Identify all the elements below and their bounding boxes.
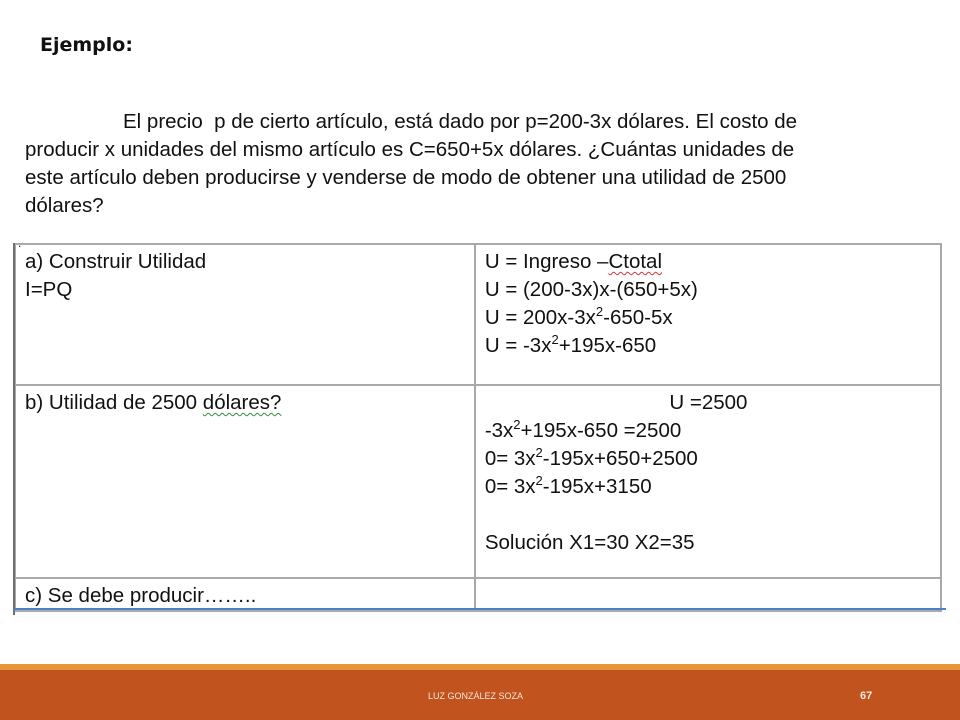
equation-line-2-post: +195x-650 =2500 — [520, 419, 682, 442]
problem-lead: El precio — [123, 110, 203, 133]
cell-b-right — [475, 385, 941, 578]
cell-c-left — [15, 578, 475, 611]
equation-line-4-post: -195x+3150 — [542, 475, 652, 498]
problem-statement — [25, 108, 935, 220]
equation-line-4-pre: 0= 3x — [484, 475, 536, 498]
equation-line-1: U =2500 — [669, 391, 748, 414]
exponent: 2 — [535, 445, 543, 461]
slide-footer — [0, 670, 960, 720]
utility-line-3 — [485, 304, 932, 332]
cell-b-left — [15, 385, 475, 578]
problem-line-2: producir x unidades del mismo artículo es C=650+5x dólares. ¿Cuántas unidades de — [25, 138, 795, 161]
stray-dot: . — [18, 236, 22, 250]
utility-line-4-pre: U = -3x — [484, 334, 552, 357]
exponent: 2 — [513, 417, 521, 433]
table-row-b — [15, 385, 941, 578]
problem-line-4: dólares? — [25, 194, 104, 217]
step-a-label: a) Construir Utilidad — [25, 250, 207, 273]
problem-line-3: este artículo deben producirse y venderse de modo de obtener una utilidad de 2500 — [25, 166, 787, 189]
slide-title: Ejemplo: — [40, 34, 133, 56]
page-number: 67 — [860, 690, 873, 702]
exponent: 2 — [595, 304, 604, 320]
exponent: 2 — [551, 332, 559, 348]
utility-line-1-text: U = Ingreso – — [484, 250, 609, 273]
utility-line-4 — [485, 332, 932, 360]
step-a-formula: I=PQ — [25, 278, 73, 301]
equation-line-2-pre: -3x — [484, 419, 514, 442]
footer-author: LUZ GONZÁLEZ SOZA — [428, 691, 524, 701]
equation-line-3 — [485, 445, 932, 473]
step-b-label-text: b) Utilidad de 2500 — [25, 391, 203, 414]
table-bottom-rule — [14, 608, 946, 610]
solution-line: Solución X1=30 X2=35 — [484, 531, 695, 554]
cell-a-right — [475, 244, 941, 385]
spellcheck-word-dolares: dólares? — [202, 391, 282, 414]
table-left-rule — [13, 243, 15, 615]
equation-line-3-pre: 0= 3x — [484, 447, 536, 470]
solution-table — [14, 243, 942, 612]
step-c-label: c) Se debe producir…….. — [25, 584, 257, 607]
utility-line-1 — [485, 248, 932, 276]
equation-line-3-post: -195x+650+2500 — [542, 447, 698, 470]
utility-line-3-post: -650-5x — [603, 306, 673, 329]
utility-line-3-pre: U = 200x-3x — [484, 306, 596, 329]
equation-line-4 — [485, 473, 932, 501]
step-b-label — [25, 389, 466, 417]
exponent: 2 — [535, 473, 543, 489]
utility-line-4-post: +195x-650 — [558, 334, 657, 357]
blank-line — [485, 501, 932, 529]
cell-c-right — [475, 578, 941, 611]
utility-line-2: U = (200-3x)x-(650+5x) — [484, 278, 698, 301]
equation-line-2 — [485, 417, 932, 445]
table-row-a — [15, 244, 941, 385]
table-row-c — [15, 578, 941, 611]
problem-line-1: p de cierto artículo, está dado por p=200-3x dólares. El costo de — [214, 110, 798, 133]
cell-a-left — [15, 244, 475, 385]
spellcheck-word-ctotal: Ctotal — [608, 250, 663, 273]
